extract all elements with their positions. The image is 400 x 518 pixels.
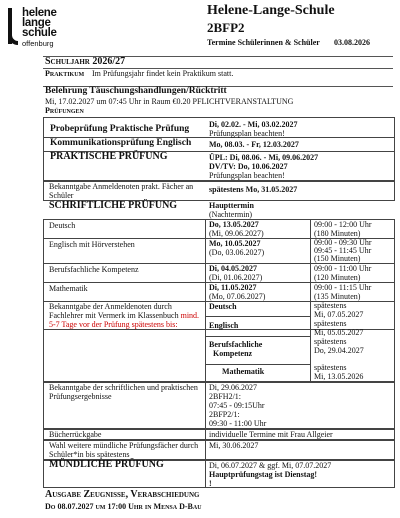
- exam-nachtermin: (Mo, 07.06.2027): [209, 292, 266, 301]
- haupttermin-label: Haupttermin: [209, 201, 254, 210]
- anmelde-date: spätestens Mo, 31.05.2027: [209, 185, 298, 194]
- muendlich-label: MÜNDLICHE PRÜFUNG: [49, 459, 164, 470]
- anm-fach-deutsch: Deutsch: [209, 302, 237, 311]
- document-subtitle: Termine Schülerinnen & Schüler: [207, 38, 320, 47]
- praktikum-label: Praktikum: [45, 69, 85, 78]
- anm-fach-englisch: Englisch: [209, 321, 239, 330]
- probe-note: Prüfungsplan beachten!: [209, 129, 285, 138]
- exam-nachtermin: (Do, 03.06.2027): [209, 248, 265, 257]
- prak-note: Prüfungsplan beachten!: [209, 171, 285, 180]
- column-divider: [205, 460, 206, 488]
- ergebnisse-class-2: 2BFP2/1:: [209, 410, 240, 419]
- anm-s6: Do, 29.04.2027: [314, 346, 364, 355]
- buecher-label: Bücherrückgabe: [49, 430, 102, 439]
- anm-s1: spätestens: [314, 301, 347, 310]
- ergebnisse-class-1: 2BFH2/1:: [209, 392, 242, 401]
- anmelde-label-2: Schüler: [49, 191, 74, 200]
- muendlich-date: Di, 06.07.2027 & ggf. Mi, 07.07.2027: [209, 461, 332, 470]
- column-divider: [205, 301, 206, 382]
- muendlich-note: Hauptprüfungstag ist Dienstag!: [209, 470, 318, 479]
- ergebnisse-label-2: Prüfungsergebnisse: [49, 392, 112, 401]
- prak-date-1: ÜPL: Di, 08.06. - Mi, 09.06.2027: [209, 153, 319, 162]
- anm-fach-bk-2: Kompetenz: [213, 349, 253, 358]
- school-logo: [8, 8, 78, 48]
- anm-s2: Mi, 07.05.2027: [314, 310, 364, 319]
- buecher-text: individuelle Termine mit Frau Allgeier: [209, 430, 333, 439]
- divider: [205, 316, 310, 317]
- bekanntgabe-mind: mind.: [180, 311, 200, 320]
- probe-label: Probeprüfung Praktische Prüfung: [50, 124, 190, 134]
- belehrung-text: Mi, 17.02.2027 um 07:45 Uhr in Raum €0.20 PFLICHTVERANSTALTUNG: [45, 97, 294, 106]
- ergebnisse-time-2: 09:30 - 11:00 Uhr: [209, 419, 267, 428]
- exam-time: 09:00 - 12:00 Uhr: [314, 220, 372, 229]
- ausgabe-title: Ausgabe Zeugnisse, Verabschiedung: [45, 489, 200, 500]
- bekanntgabe-line-1: Bekanntgabe der Anmeldenoten durch: [49, 302, 172, 311]
- wahl-label-2: Schüler*in bis spätestens: [49, 450, 130, 459]
- logo-word-lange: lange: [22, 17, 51, 29]
- logo-word-schule: schule: [22, 27, 57, 39]
- nachtermin-label: (Nachtermin): [209, 210, 253, 219]
- ergebnisse-label-1: Bekanntgabe der schriftlichen und praktischen: [49, 383, 198, 392]
- anm-s3: spätestens: [314, 319, 347, 328]
- anm-s8: Mi, 13.05.2026: [314, 372, 364, 381]
- column-divider: [205, 429, 206, 440]
- exam-time-2: 09:45 - 11:45 Uhr: [314, 246, 372, 255]
- divider: [205, 336, 310, 337]
- prak-date-2: DV/TV: Do, 10.06.2027: [209, 162, 288, 171]
- praktikum-text: Im Prüfungsjahr findet kein Praktikum statt.: [92, 69, 234, 78]
- exam-fach: Englisch mit Hörverstehen: [49, 240, 135, 249]
- anmelde-label-1: Bekanntgabe Anmeldenoten prakt. Fächer an: [49, 182, 194, 191]
- anm-s5: spätestens: [314, 337, 347, 346]
- exam-duration: (180 Minuten): [314, 229, 361, 238]
- exam-fach: Mathematik: [49, 284, 88, 293]
- exam-time: 09:00 - 11:15 Uhr: [314, 283, 372, 292]
- belehrung-title: Belehrung Täuschungshandlungen/Rücktritt: [45, 86, 227, 96]
- exam-fach: Berufsfachliche Kompetenz: [49, 265, 139, 274]
- exam-time: 09:00 - 09:30 Uhr: [314, 238, 372, 247]
- exam-date: Di, 04.05.2027: [209, 264, 257, 273]
- column-divider: [310, 301, 311, 382]
- schriftlich-label: SCHRIFTLICHE PRÜFUNG: [49, 200, 178, 211]
- exam-nachtermin: (Mi, 09.06.2027): [209, 229, 264, 238]
- column-divider: [205, 440, 206, 460]
- pruefungen-label: Prüfungen: [45, 106, 84, 115]
- muendlich-note-2: !: [209, 479, 212, 488]
- logo-word-helene: helene: [22, 7, 57, 19]
- wahl-label-1: Wahl weitere mündliche Prüfungsfächer durch: [49, 441, 199, 450]
- bekanntgabe-line-3: 5-7 Tage vor der Prüfung spätestens bis:: [49, 320, 178, 329]
- class-name: 2BFP2: [207, 20, 245, 35]
- divider: [205, 364, 310, 365]
- logo-word-offenburg: offenburg: [22, 39, 54, 48]
- anm-s7: spätestens: [314, 363, 347, 372]
- schuljahr-heading: Schuljahr 2026/27: [45, 56, 126, 67]
- exam-duration: (150 Minuten): [314, 254, 361, 263]
- school-name: Helene-Lange-Schule: [207, 3, 335, 18]
- exam-time: 09:00 - 11:00 Uhr: [314, 264, 372, 273]
- komm-date: Mo, 08.03. - Fr, 12.03.2027: [209, 140, 299, 149]
- exam-duration: (120 Minuten): [314, 273, 361, 282]
- exam-date: Mo, 10.05.2027: [209, 239, 261, 248]
- exam-duration: (135 Minuten): [314, 292, 361, 301]
- probe-date: Di, 02.02. - Mi, 03.02.2027: [209, 120, 298, 129]
- exam-fach: Deutsch: [49, 221, 76, 230]
- prak-label: PRAKTISCHE PRÜFUNG: [50, 151, 168, 162]
- exam-date: Di, 11.05.2027: [209, 283, 257, 292]
- anm-fach-mathe: Mathematik: [222, 367, 265, 376]
- anm-s4: Mi, 05.05.2027: [314, 328, 364, 337]
- exam-date: Do, 13.05.2027: [209, 220, 259, 229]
- ergebnisse-time-1: 07:45 - 09:15Uhr: [209, 401, 265, 410]
- komm-label: Kommunikationsprüfung Englisch: [50, 138, 192, 148]
- ergebnisse-date: Di, 29.06.2027: [209, 383, 257, 392]
- anm-fach-bk-1: Berufsfachliche: [209, 340, 263, 349]
- wahl-date: Mi, 30.06.2027: [209, 441, 259, 450]
- bekanntgabe-line-2: Fachlehrer mit Vermerk im Klassenbuch mind.: [49, 311, 200, 320]
- column-divider: [205, 382, 206, 429]
- document-date: 03.08.2026: [334, 38, 370, 47]
- ausgabe-text: Do 08.07.2027 um 17:00 Uhr in Mensa D-Bau: [45, 502, 202, 511]
- exam-nachtermin: (Di, 01.06.2027): [209, 273, 263, 282]
